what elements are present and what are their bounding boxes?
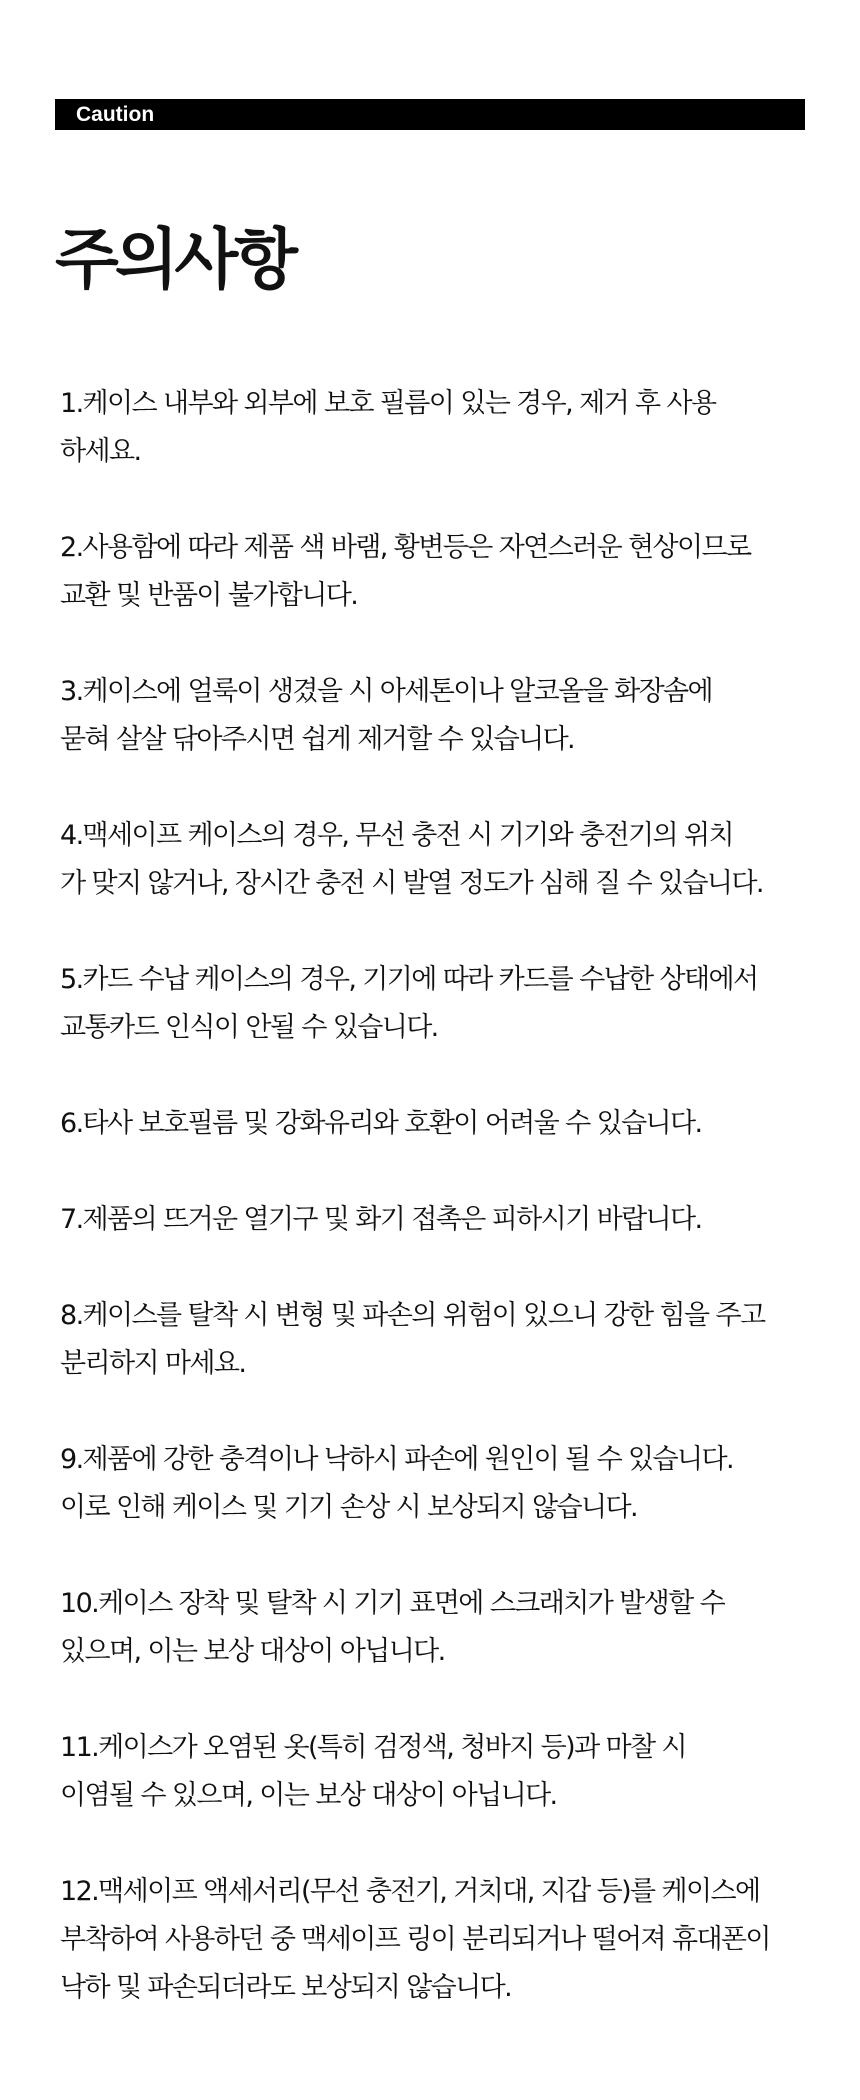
caution-label: Caution [76,103,155,126]
caution-item-line: 하세요. [60,436,141,467]
caution-item-line: 4.맥세이프 케이스의 경우, 무선 충전 시 기기와 충전기의 위치 [60,820,733,851]
caution-item-line: 이로 인해 케이스 및 기기 손상 시 보상되지 않습니다. [60,1492,637,1523]
caution-item-line: 낙하 및 파손되더라도 보상되지 않습니다. [60,1972,512,2003]
caution-item-line: 8.케이스를 탈착 시 변형 및 파손의 위험이 있으니 강한 힘을 주고 [60,1300,765,1331]
caution-banner [55,99,805,130]
caution-item [60,668,830,764]
caution-item-line: 12.맥세이프 액세서리(무선 충전기, 거치대, 지갑 등)를 케이스에 [60,1876,760,1907]
caution-item-line: 부착하여 사용하던 중 맥세이프 링이 분리되거나 떨어져 휴대폰이 [60,1924,770,1955]
caution-item-line: 묻혀 살살 닦아주시면 쉽게 제거할 수 있습니다. [60,724,575,755]
caution-item [60,524,830,620]
caution-item-line: 분리하지 마세요. [60,1348,246,1379]
caution-item [60,380,830,476]
caution-item [60,1868,830,2012]
caution-item-line: 6.타사 보호필름 및 강화유리와 호환이 어려울 수 있습니다. [60,1108,702,1139]
caution-item-line: 2.사용함에 따라 제품 색 바램, 황변등은 자연스러운 현상이므로 [60,532,751,563]
caution-list [60,380,830,2060]
caution-item [60,1436,830,1532]
caution-item [60,956,830,1052]
caution-item-line: 5.카드 수납 케이스의 경우, 기기에 따라 카드를 수납한 상태에서 [60,964,758,995]
caution-item [60,1196,830,1244]
caution-item-line: 11.케이스가 오염된 옷(특히 검정색, 청바지 등)과 마찰 시 [60,1732,686,1763]
caution-item-line: 10.케이스 장착 및 탈착 시 기기 표면에 스크래치가 발생할 수 [60,1588,725,1619]
caution-item-line: 교통카드 인식이 안될 수 있습니다. [60,1012,438,1043]
caution-item-line: 있으며, 이는 보상 대상이 아닙니다. [60,1636,445,1667]
caution-item-line: 가 맞지 않거나, 장시간 충전 시 발열 정도가 심해 질 수 있습니다. [60,868,763,899]
caution-item-line: 이염될 수 있으며, 이는 보상 대상이 아닙니다. [60,1780,557,1811]
caution-item-line: 9.제품에 강한 충격이나 낙하시 파손에 원인이 될 수 있습니다. [60,1444,733,1475]
page-title: 주의사항 [55,221,295,298]
caution-item-line: 교환 및 반품이 불가합니다. [60,580,358,611]
caution-item-line: 7.제품의 뜨거운 열기구 및 화기 접촉은 피하시기 바랍니다. [60,1204,702,1235]
caution-item [60,812,830,908]
caution-item [60,1580,830,1676]
caution-item [60,1292,830,1388]
caution-item-line: 1.케이스 내부와 외부에 보호 필름이 있는 경우, 제거 후 사용 [60,388,716,419]
caution-item [60,1724,830,1820]
caution-item [60,1100,830,1148]
caution-item-line: 3.케이스에 얼룩이 생겼을 시 아세톤이나 알코올을 화장솜에 [60,676,713,707]
